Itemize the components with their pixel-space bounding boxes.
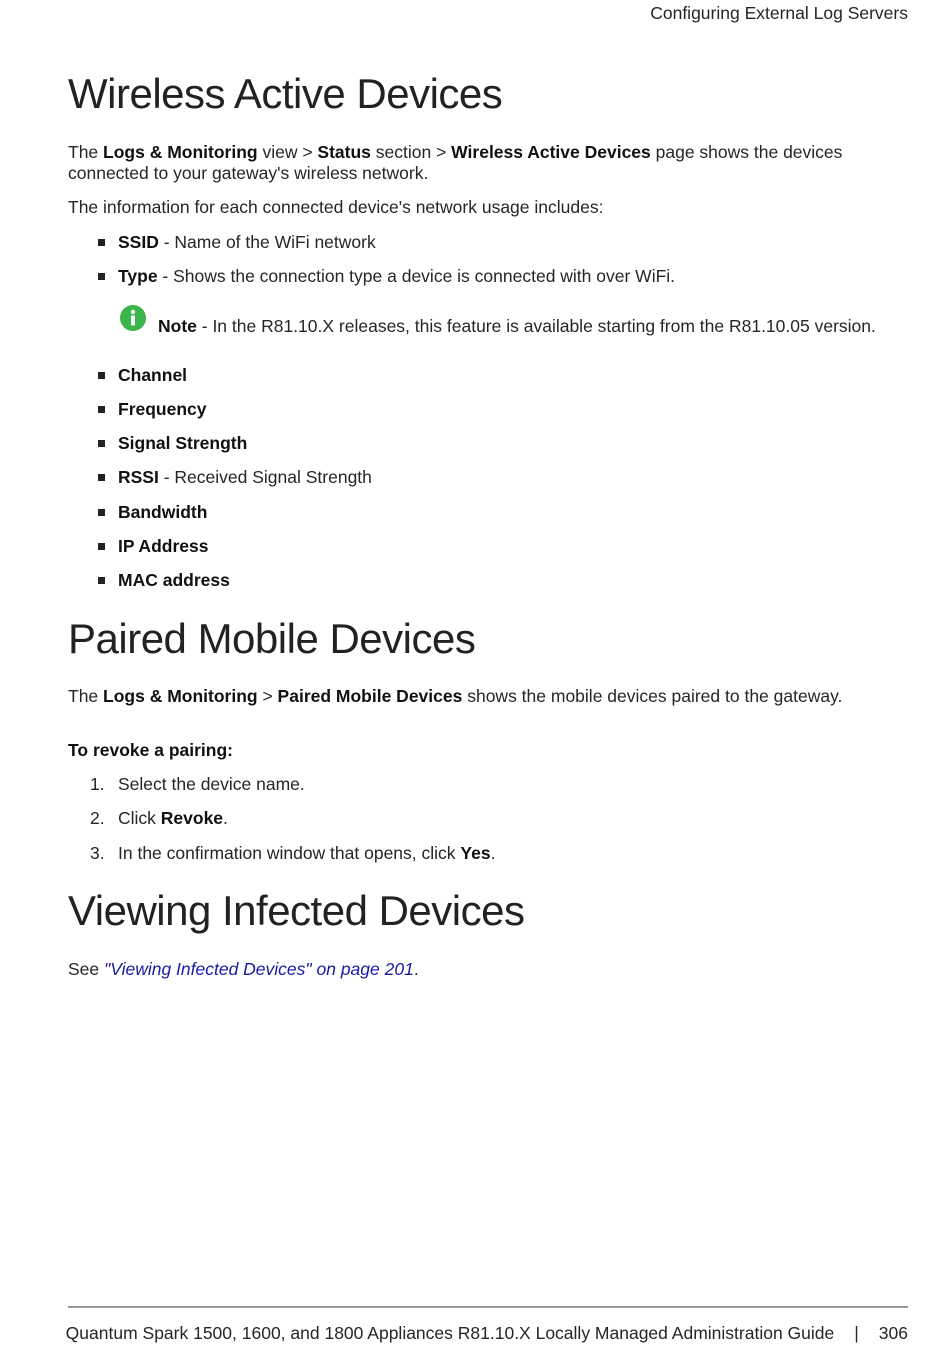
bullet-square-icon [98,372,105,379]
section-title-paired-mobile-devices: Paired Mobile Devices [68,615,476,662]
wireless-intro-paragraph: The Logs & Monitoring view > Status section > Wireless Active Devices page shows the devices connected to your gateway's wireless network. [68,142,843,183]
info-icon [120,305,146,331]
bullet-square-icon [98,406,105,413]
page-footer [66,1323,908,1344]
bullet-square-icon [98,509,105,516]
paired-intro-paragraph: The Logs & Monitoring > Paired Mobile Devices shows the mobile devices paired to the gateway. [68,686,843,706]
section-title-wireless-active-devices: Wireless Active Devices [68,70,503,117]
bullet-square-icon [98,474,105,481]
see-also-paragraph: See "Viewing Infected Devices" on page 201. [68,959,419,979]
guide-title: Quantum Spark 1500, 1600, and 1800 Appliances R81.10.X Locally Managed Administration Guide [65,1323,835,1343]
bullet-square-icon [98,543,105,550]
section-title-viewing-infected-devices: Viewing Infected Devices [68,887,525,934]
viewing-infected-devices-link[interactable]: "Viewing Infected Devices" on page 201 [104,959,414,979]
procedure-title: To revoke a pairing: [68,740,233,760]
running-header: Configuring External Log Servers [650,3,908,23]
bullet-square-icon [98,239,105,246]
info-line: The information for each connected device's network usage includes: [68,197,604,217]
bullet-square-icon [98,440,105,447]
page-number: 306 [878,1323,908,1343]
footer-separator: | [854,1323,859,1343]
bullet-square-icon [98,577,105,584]
bullet-square-icon [98,273,105,280]
footer-divider [68,1306,908,1308]
